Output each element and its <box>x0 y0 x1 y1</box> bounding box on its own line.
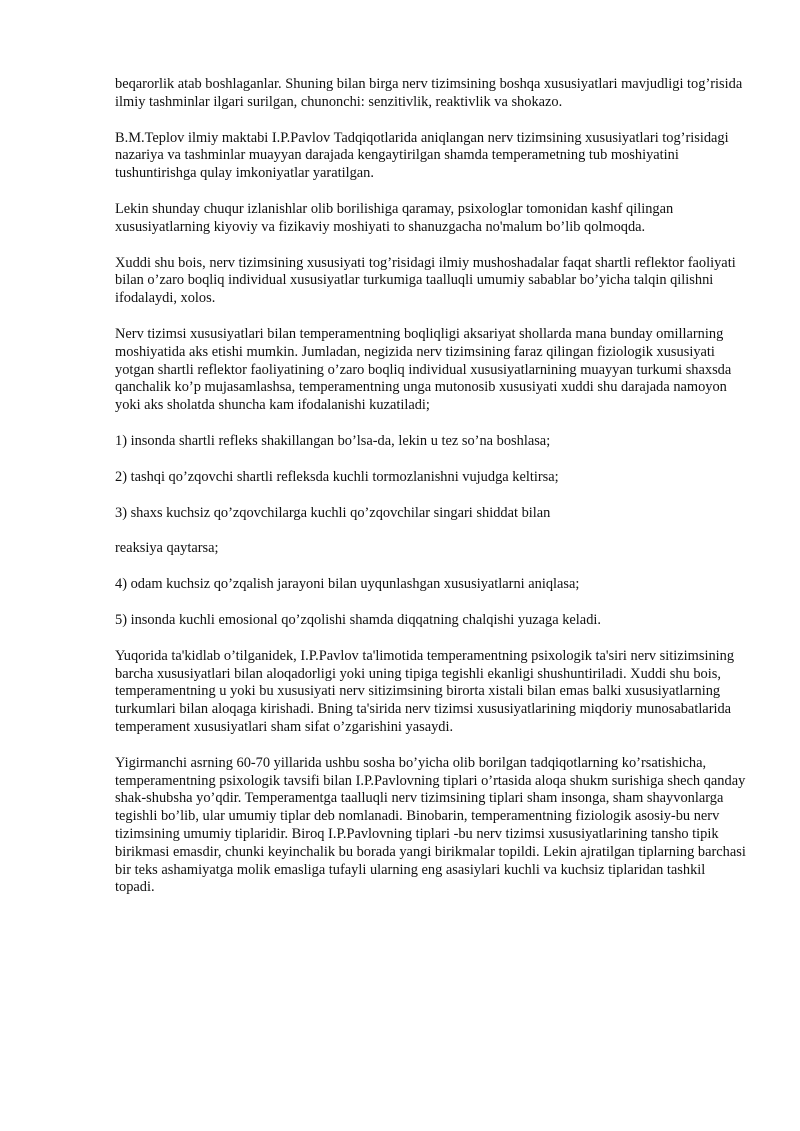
paragraph-1: beqarorlik atab boshlaganlar. Shuning bilan birga nerv tizimsining boshqa xususiyatlari mavjudligi tog’risida ilmiy tashminlar ilgari surilgan, chunonchi: senzitivlik, reaktivlik va shokazo. <box>115 76 743 110</box>
list-item-4: 4) odam kuchsiz qo’zqalish jarayoni bilan uyqunlashgan xususiyatlarni aniqlasa; <box>115 576 580 593</box>
list-item-5: 5) insonda kuchli emosional qo’zqolishi shamda diqqatning chalqishi yuzaga keladi. <box>115 611 601 628</box>
list-item-3: 3) shaxs kuchsiz qo’zqovchilarga kuchli qo’zqovchilar singari shiddat bilan <box>115 504 551 521</box>
list-item-1: 1) insonda shartli refleks shakillangan bo’lsa-da, lekin u tez so’na boshlasa; <box>115 432 551 449</box>
paragraph-3: Lekin shunday chuqur izlanishlar olib borilishiga qaramay, psixologlar tomonidan kashf qilingan xususiyatlarning kiyoviy va fizikaviy moshiyati to shanuzgacha no'malum bo’lib qolmoqda. <box>115 200 674 235</box>
paragraph-5: Nerv tizimsi xususiyatlari bilan temperamentning boqliqligi aksariyat shollarda mana bunday omillarning moshiyatida aks etishi mumkin. Jumladan, negizida nerv tizimsining faraz qilingan fiziologik xususiyati yotgan shartli reflektor faoliyatining o’zaro boqliq individual xususiyatlarnining muayyan turkumi shaxsda qanchalik ko’p mujasamlashsa, temperamentning unga mutonosib xususiyati xuddi shu darajada namoyon yoki aks sholatda shuncha kam ifodalanishi kuzatiladi; <box>115 325 732 414</box>
list-item-3-continuation: reaksiya qaytarsa; <box>115 540 219 557</box>
paragraph-2: B.M.Teplov ilmiy maktabi I.P.Pavlov Tadqiqotlarida aniqlangan nerv tizimsining xususiyatlari tog’risidagi nazariya va tashminlar muayyan darajada kengaytirilgan shamda temperametning tub moshiyatini tushuntirishga qulay imkoniyatlar yaratilgan. <box>115 129 729 182</box>
list-item-2: 2) tashqi qo’zqovchi shartli refleksda kuchli tormozlanishni vujudga keltirsa; <box>115 468 559 485</box>
paragraph-7: Yigirmanchi asrning 60-70 yillarida ushbu sosha bo’yicha olib borilgan tadqiqotlarning ko’rsatishicha, temperamentning psixologik tavsifi bilan I.P.Pavlovning tiplari o’rtasida aloqa shukm surishiga shech qanday shak-shubsha yo’qdir. Temperamentga taalluqli nerv tizimsining tiplari sham insonga, sham shayvonlarga tegishli bo’lib, ular umumiy tiplar deb nomlanadi. Binobarin, temperamentning fiziologik asosiy-bu nerv tizimsining umumiy tiplaridir. Biroq I.P.Pavlovning tiplari -bu nerv tizimsi xususiyatlarining tansho tipik birikmasi emasdir, chunki keyinchalik bu borada yangi birikmalar topildi. Lekin ajratilgan tiplarning barchasi bir teks ashamiyatga molik emasliga tufayli ularning eng asasiylari kuchli va kuchsiz tiplaridan tashkil topadi. <box>115 754 746 896</box>
paragraph-6: Yuqorida ta'kidlab o’tilganidek, I.P.Pavlov ta'limotida temperamentning psixologik ta'siri nerv sitizimsining barcha xususiyatlari bilan aloqadorligi yoki uning tipiga tegishli ekanligi shushuntiriladi. Xuddi shu bois, temperamentning u yoki bu xususiyati nerv sitizimsining birorta xistali bilan emas balki xususiyatlarning turkumlari bilan aloqaga kirishadi. Bning ta'sirida nerv tizimsi xususiyatlarining miqdoriy munosabatlarida temperament xususiyatlari sham sifat o’zgarishini yasaydi. <box>115 647 735 735</box>
paragraph-4: Xuddi shu bois, nerv tizimsining xususiyati tog’risidagi ilmiy mushoshadalar faqat shartli reflektor faoliyati bilan o’zaro boqliq individual xususiyatlar turkumiga taalluqli umumiy sabablar bo’yicha talqin qilishni ifodalaydi, xolos. <box>115 254 736 307</box>
document-page <box>115 76 747 915</box>
